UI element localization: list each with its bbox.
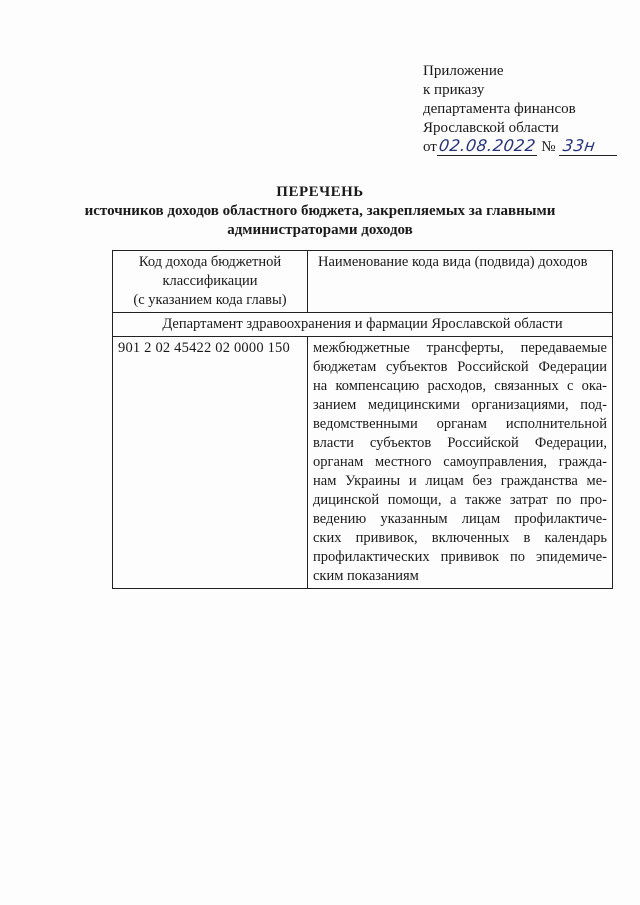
title-line-1: источников доходов областного бюджета, закрепляемых за главными xyxy=(84,203,556,219)
order-date-handwritten: 02.08.2022 xyxy=(437,136,537,155)
date-prefix: от xyxy=(423,139,437,155)
appendix-line-3: департамента финансов xyxy=(423,101,576,117)
description-line: на компенсацию расходов, связанных с ока- xyxy=(313,378,607,394)
header-code-line-2: классификации xyxy=(162,273,258,289)
department-name: Департамент здравоохранения и фармации Ярославской области xyxy=(113,313,613,337)
income-code: 901 2 02 45422 02 0000 150 xyxy=(113,337,308,589)
order-date-field xyxy=(437,138,538,156)
description-line: межбюджетные трансферты, передаваемые xyxy=(313,340,607,356)
header-code-line-1: Код дохода бюджетной xyxy=(138,254,282,270)
table-row xyxy=(113,337,613,589)
income-description xyxy=(308,337,613,589)
header-code-line-3: (с указанием кода главы) xyxy=(133,292,287,308)
appendix-header xyxy=(423,62,617,157)
description-line: ских прививок, включенных в календарь xyxy=(313,530,607,546)
title-main: ПЕРЕЧЕНЬ xyxy=(276,184,364,200)
table-header-row xyxy=(113,251,613,313)
description-line: бюджетам субъектов Российской Федерации xyxy=(313,359,607,375)
description-line: занием медицинскими организациями, под- xyxy=(313,397,607,413)
order-date-number xyxy=(423,138,617,157)
description-line: органам местного самоуправления, гражда- xyxy=(313,454,607,470)
description-line: нам Украины и лицам без гражданства ме- xyxy=(313,473,607,489)
document-title xyxy=(60,183,580,240)
title-line-2: администраторами доходов xyxy=(227,222,413,238)
description-line: профилактических прививок по эпидемиче- xyxy=(313,549,607,565)
appendix-line-1: Приложение xyxy=(423,63,504,79)
income-sources-table xyxy=(112,250,613,589)
header-name-column: Наименование кода вида (подвида) доходов xyxy=(308,251,613,313)
description-line: власти субъектов Российской Федерации, xyxy=(313,435,607,451)
number-prefix: № xyxy=(541,139,556,155)
description-line: ским показаниям xyxy=(313,568,419,584)
appendix-line-4: Ярославской области xyxy=(423,120,559,136)
order-number-field xyxy=(559,138,617,156)
description-line: ведомственными органам исполнительной xyxy=(313,416,607,432)
description-line: ведению указанным лицам профилактиче- xyxy=(313,511,607,527)
appendix-line-2: к приказу xyxy=(423,82,485,98)
order-number-handwritten: 33н xyxy=(562,136,598,155)
description-line: дицинской помощи, а также затрат по про- xyxy=(313,492,607,508)
department-row xyxy=(113,313,613,337)
header-code-column xyxy=(113,251,308,313)
